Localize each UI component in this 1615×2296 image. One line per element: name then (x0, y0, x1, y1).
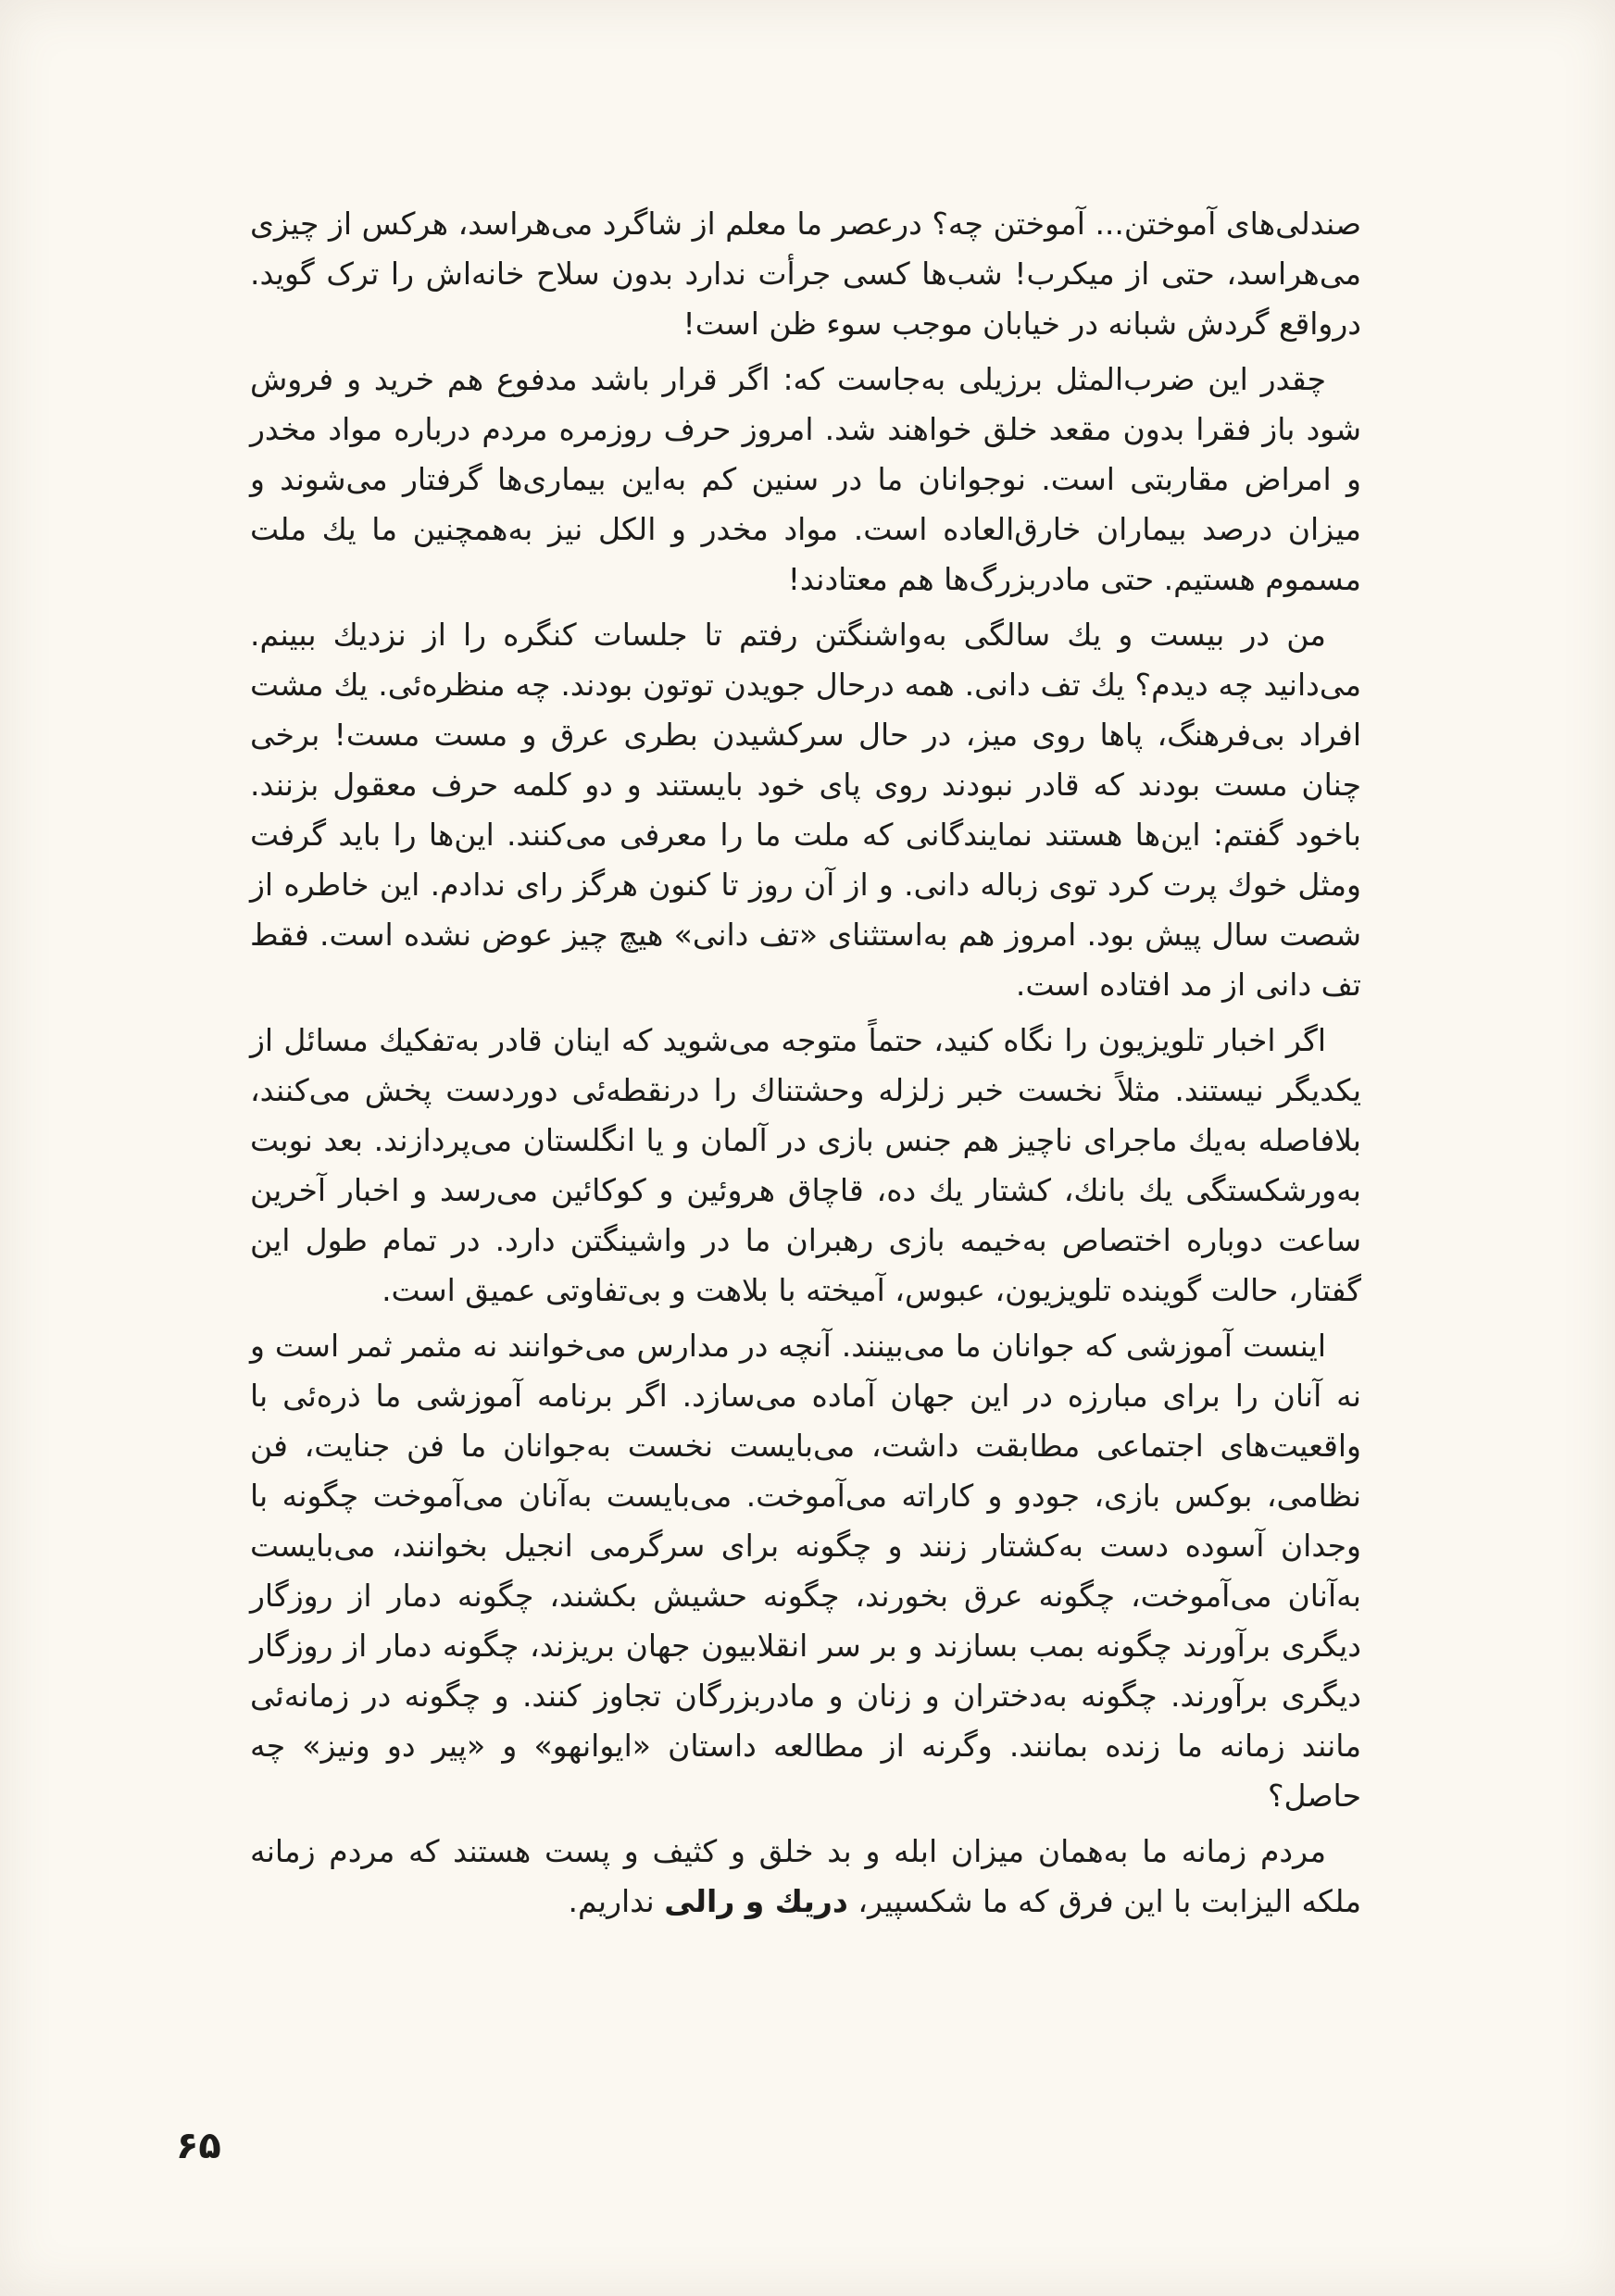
bold-names: دریك و رالی (664, 1883, 848, 1919)
paragraph-6-end: نداریم. (568, 1883, 655, 1919)
page-number: ۶۵ (176, 2125, 221, 2167)
paragraph-6 (250, 1827, 1361, 1927)
paragraph-4: اگر اخبار تلویزیون را نگاه کنید، حتماً متوجه می‌شوید که اینان قادر به‌تفکیك مسائل از یکدیگر نیستند. مثلاً نخست خبر زلزله وحشتناك را درنقطه‌ئی دوردست پخش می‌کنند، بلافاصله به‌یك ماجرای ناچیز هم جنس بازی در آلمان و یا انگلستان می‌پردازند. بعد نوبت به‌ورشکستگی یك بانك، کشتار یك ده، قاچاق هروئین و کوکائین می‌رسد و اخبار آخرین ساعت دوباره اختصاص به‌خیمه بازی رهبران ما در واشینگتن دارد. در تمام طول این گفتار، حالت گوینده تلویزیون، عبوس، آمیخته با بلاهت و بی‌تفاوتی عمیق است. (250, 1022, 1361, 1308)
paragraph-1: صندلی‌های آموختن... آموختن چه؟ درعصر ما معلم از شاگرد می‌هراسد، هرکس از چیزی می‌هراسد، حتی از میکرب! شب‌ها کسی جرأت ندارد بدون سلاح خانه‌اش را ترک گوید. درواقع گردش شبانه در خیابان موجب سوء ظن است! (250, 206, 1361, 342)
paragraph-5: اینست آموزشی که جوانان ما می‌بینند. آنچه در مدارس می‌خوانند نه مثمر ثمر است و نه آنان را برای مبارزه در این جهان آماده می‌سازد. اگر برنامه آموزشی ما ذره‌ئی با واقعیت‌های اجتماعی مطابقت داشت، می‌بایست نخست به‌جوانان ما فن جنایت، فن نظامی، بوکس بازی، جودو و کاراته می‌آموخت. می‌بایست به‌آنان می‌آموخت چگونه با وجدان آسوده دست به‌کشتار زنند و چگونه برای سرگرمی انجیل بخوانند، می‌بایست به‌آنان می‌آموخت، چگونه عرق بخورند، چگونه حشیش بکشند، چگونه دمار از روزگار دیگری برآورند چگونه بمب بسازند و بر سر انقلابیون جهان بریزند، چگونه دمار از روزگار دیگری برآورند. چگونه به‌دختران و زنان و مادربزرگان تجاوز کنند. و چگونه در زمانه‌ئی مانند زمانه ما زنده بمانند. وگرنه از مطالعه داستان «ایوانهو» و «پیر دو ونیز» چه حاصل؟ (250, 1328, 1361, 1814)
body-text (250, 199, 1361, 1927)
paragraph-2: چقدر این ضرب‌المثل برزیلی به‌جاست که: اگر قرار باشد مدفوع هم خرید و فروش شود باز فقرا بدون مقعد خلق خواهند شد. امروز حرف روزمره مردم درباره مواد مخدر و امراض مقاربتی است. نوجوانان ما در سنین کم به‌این بیماری‌ها گرفتار می‌شوند و میزان درصد بیماران خارق‌العاده است. مواد مخدر و الکل نیز به‌همچنین ما یك ملت مسموم هستیم. حتی مادربزرگ‌ها هم معتادند! (250, 361, 1361, 597)
paragraph-3: من در بیست و یك سالگی به‌واشنگتن رفتم تا جلسات کنگره را از نزدیك ببینم. می‌دانید چه دیدم؟ یك تف دانی. همه درحال جویدن توتون بودند. چه منظره‌ئی. یك مشت افراد بی‌فرهنگ، پاها روی میز، در حال سرکشیدن بطری عرق و مست مست! برخی چنان مست بودند که قادر نبودند روی پای خود بایستند و دو کلمه حرف معقول بزنند. باخود گفتم: این‌ها هستند نمایندگانی که ملت ما را معرفی می‌کنند. این‌ها را باید گرفت ومثل خوك پرت کرد توی زباله دانی. و از آن روز تا کنون هرگز رای ندادم. این خاطره از شصت سال پیش بود. امروز هم به‌استثنای «تف دانی» هیچ چیز عوض نشده است. فقط تف دانی از مد افتاده است. (250, 617, 1361, 1003)
paragraph-6-start: مردم زمانه ما به‌همان میزان ابله و بد خلق و کثیف و پست هستند که مردم زمانه ملکه الیزابت با این فرق که ما شکسپیر، (250, 1833, 1361, 1919)
